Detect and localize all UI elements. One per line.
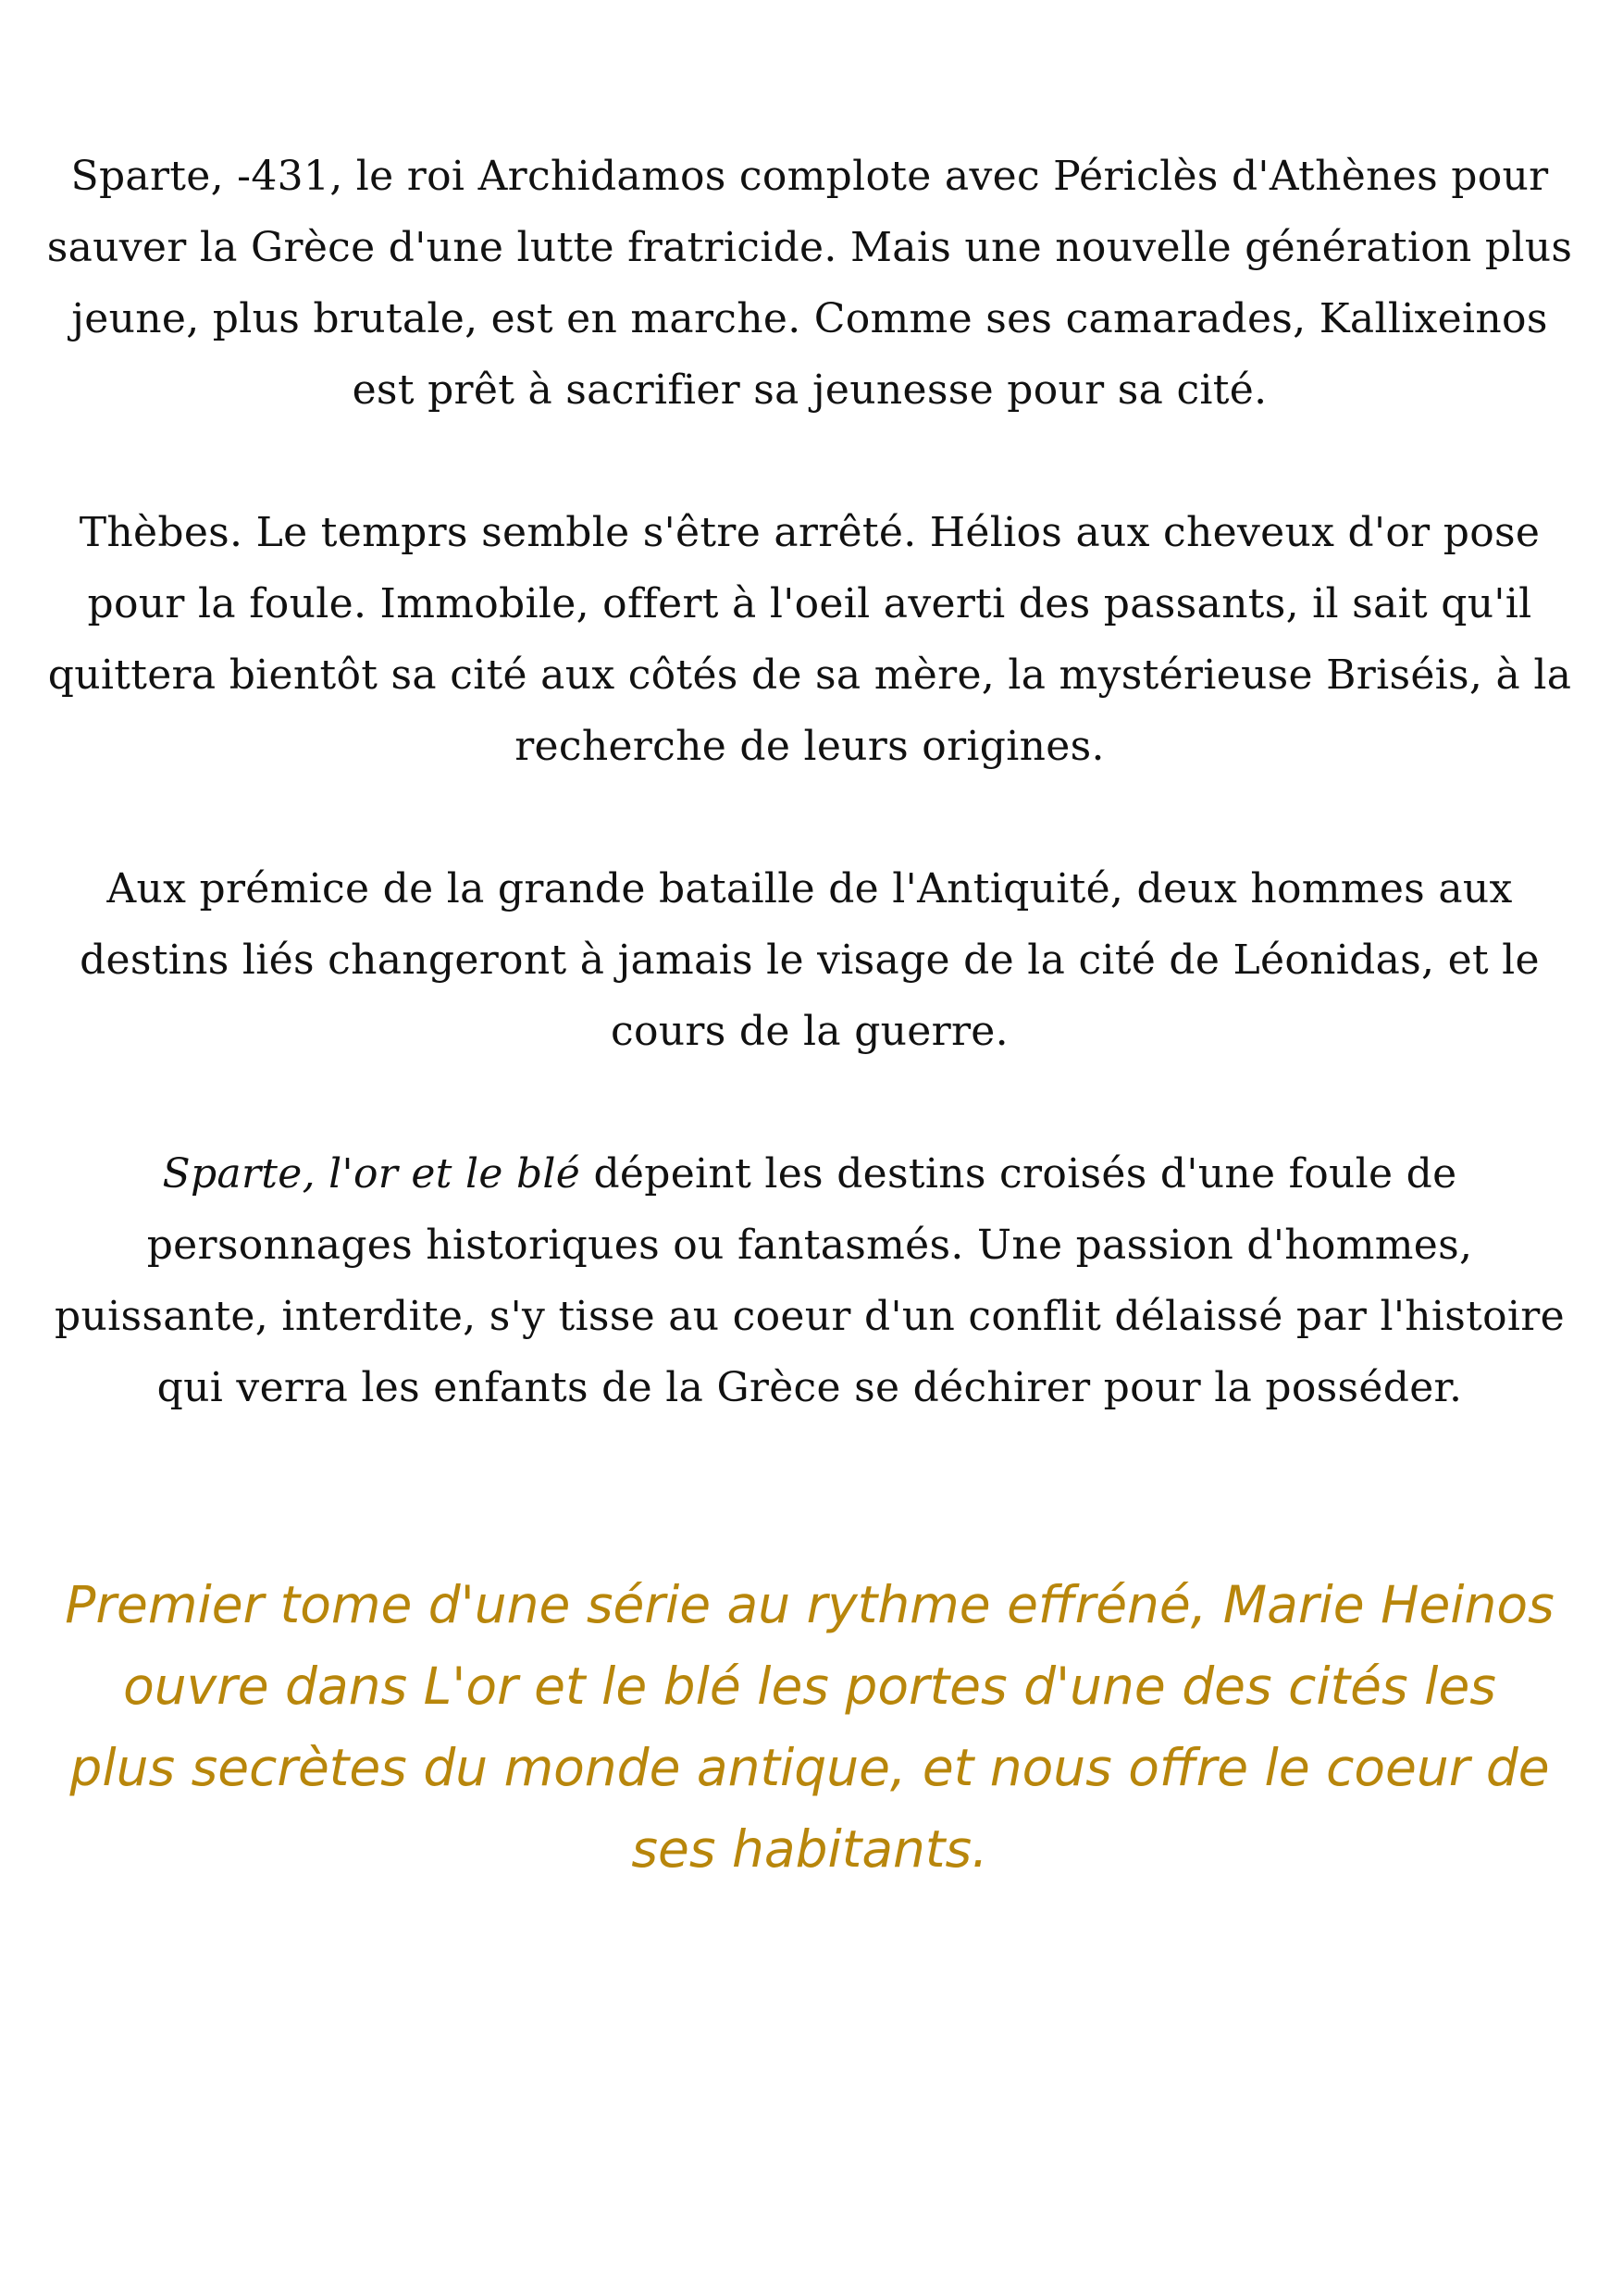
synopsis-paragraph-thebes: Thèbes. Le temprs semble s'être arrêté. Hélios aux cheveux d'or pose pour la foule. Immobile, offert à l'oeil averti des passants, il sait qu'il quittera bientôt sa cité aux côtés de sa mère, la mystérieuse Briséis, à la recherche de leurs origines. (47, 509, 1572, 770)
synopsis-paragraph-sparta: Sparte, -431, le roi Archidamos complote avec Périclès d'Athènes pour sauver la Grèce d'une lutte fratricide. Mais une nouvelle génération plus jeune, plus brutale, est en marche. Comme ses camarades, Kallixeinos est prêt à sacrifier sa jeunesse pour sa cité. (46, 153, 1573, 414)
synopsis-paragraph-battle: Aux prémice de la grande bataille de l'Antiquité, deux hommes aux destins liés changeront à jamais le visage de la cité de Léonidas, et le cours de la guerre. (80, 865, 1540, 1055)
synopsis (46, 141, 1573, 1423)
summary-text: dépeint les destins croisés d'une foule de personnages historiques ou fantasmés. Une passion d'hommes, puissante, interdite, s'y tisse au coeur d'un conflit délaissé par l'histoire qui verra les enfants de la Grèce se déchirer pour la posséder. (55, 1150, 1565, 1411)
synopsis-paragraph-summary (46, 1138, 1573, 1423)
tagline: Premier tome d'une série au rythme effréné, Marie Heinos ouvre dans L'or et le blé les portes d'une des cités les plus secrètes du monde antique, et nous offre le coeur de ses habitants. (65, 1575, 1555, 1879)
book-title: Sparte, l'or et le blé (162, 1150, 581, 1198)
